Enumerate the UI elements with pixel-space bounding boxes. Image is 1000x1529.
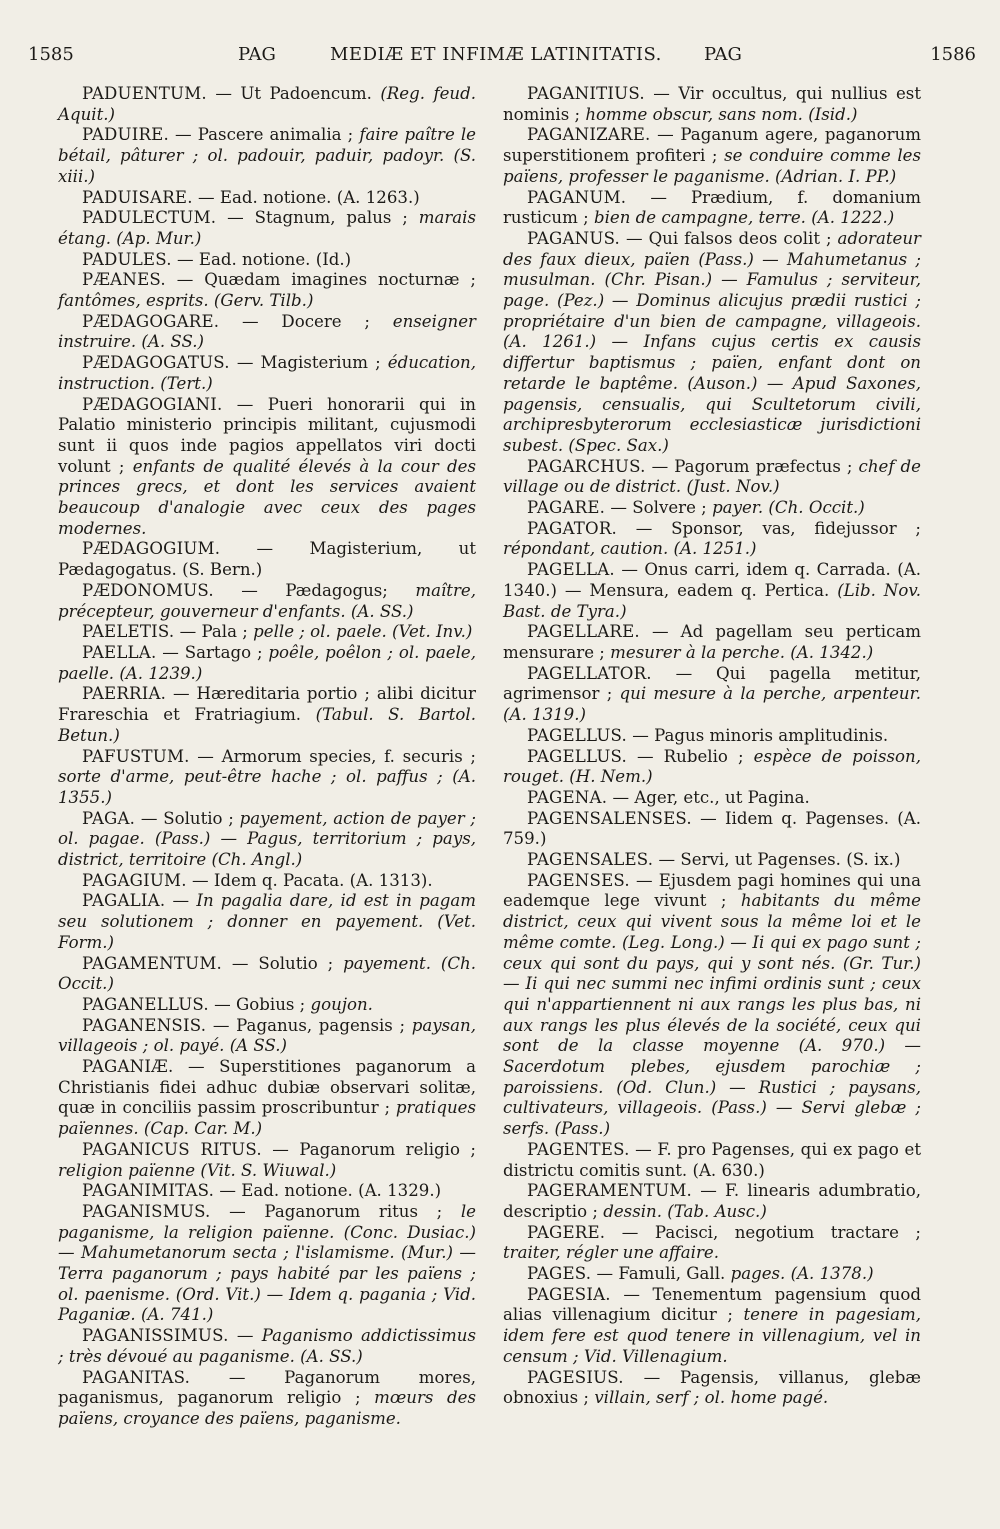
entry-french-gloss: villain, serf ; ol. home pagé. (594, 1388, 829, 1408)
entry-headword: PAGANIÆ. (82, 1057, 174, 1077)
entry-french-gloss: marais étang. (Ap. Mur.) (58, 208, 476, 248)
entry-french-gloss: le paganisme, la religion païenne. (Conc. Dusiac.) — Mahumetanorum secta ; l'islamisme. (Mur.) — Terra paganorum ; pays habité par les païens ; ol. paenisme. (Ord. Vit.) — Idem q. pagania ; Vid. Paganiæ. (A. 741.) (58, 1201, 476, 1325)
entry-definition: — Magisterium, ut Pædagogatus. (S. Bern.) (58, 539, 476, 580)
entry-french-gloss: sorte d'arme, peut-être hache ; ol. paffus ; (A. 1355.) (58, 767, 476, 807)
dictionary-entry (58, 747, 476, 809)
entry-headword: PAGESIA. (527, 1284, 611, 1304)
entry-headword: PAGARCHUS. (527, 456, 646, 476)
running-title: MEDIÆ ET INFIMÆ LATINITATIS. (330, 44, 662, 65)
entry-definition: — Rubelio ; (626, 746, 754, 766)
entry-definition: — Paganus, pagensis ; (206, 1015, 412, 1035)
entry-french-gloss: mœurs des païens, croyance des païens, paganisme. (58, 1388, 476, 1428)
entry-headword: PAELETIS. (82, 622, 175, 642)
entry-definition: — Vir occultus, qui nullius est nominis ; (503, 84, 921, 124)
dictionary-entry (503, 188, 921, 229)
entry-definition: — Idem q. Pacata. (A. 1313). (186, 870, 433, 890)
entry-definition: — Ejusdem pagi homines qui una eademque lege vivunt ; (503, 870, 921, 911)
entry-french-gloss: mesurer à la perche. (A. 1342.) (610, 642, 874, 662)
entry-headword: PÆANES. (82, 270, 166, 290)
entry-headword: PAGELLUS. (527, 746, 627, 766)
dictionary-entry (58, 809, 476, 871)
entry-definition: — Tenementum pagensium quod alias villenagium dicitur ; (503, 1284, 921, 1325)
entry-french-gloss: traiter, régler une affaire. (503, 1243, 720, 1263)
entry-french-gloss: goujon. (310, 994, 373, 1014)
entry-headword: PADUENTUM. (82, 84, 207, 103)
entry-headword: PAELLA. (82, 642, 157, 662)
entry-headword: PÆDAGOGIANI. (82, 394, 223, 414)
right-column (503, 84, 921, 1409)
entry-definition: — Superstitiones paganorum a Christianis fidei adhuc dubiæ observari solitæ, quæ in conciliis passim proscribuntur ; (58, 1057, 476, 1118)
entry-headword: PAGANISMUS. (82, 1201, 211, 1221)
entry-french-gloss: répondant, caution. (A. 1251.) (503, 539, 757, 559)
entry-headword: PAGERAMENTUM. (527, 1181, 693, 1201)
entry-french-gloss: (Tabul. S. Bartol. Betun.) (58, 705, 476, 745)
dictionary-entry (58, 1057, 476, 1140)
entry-definition: — Solvere ; (605, 498, 713, 518)
entry-definition: — Magisterium ; (229, 353, 388, 373)
dictionary-entry (58, 643, 476, 684)
entry-headword: PAGANENSIS. (82, 1015, 207, 1035)
dictionary-entry (503, 1264, 921, 1285)
entry-french-gloss: In pagalia dare, id est in pagam seu solutionem ; donner en payement. (Vet. Form.) (58, 891, 476, 952)
entry-definition: — Pagorum præfectus ; (645, 456, 859, 476)
entry-headword: PAGAGIUM. (82, 870, 187, 890)
entry-headword: PAGENSALES. (527, 850, 654, 870)
entry-headword: PAERRIA. (82, 684, 167, 704)
entry-headword: PAGELLATOR. (527, 663, 652, 683)
entry-definition: — Paganum agere, paganorum superstitionem profiteri ; (503, 125, 921, 166)
dictionary-entry (503, 726, 921, 747)
dictionary-entry (503, 1368, 921, 1409)
running-word-left: PAG (238, 44, 276, 65)
entry-french-gloss: adorateur des faux dieux, païen (Pass.) — Mahumetanus ; musulman. (Chr. Pisan.) — Famulus ; serviteur, page. (Pez.) — Dominus alicujus prædii rustici ; propriétaire d'un bien de campagne, villageois. (A. 1261.) — Infans cujus certis ex causis differtur baptismus ; païen, enfant dont on retarde le baptême. (Auson.) — Apud Saxones, pagensis, censualis, qui Scultetorum civili, archipresbyterorum ecclesiasticæ jurisdictioni subest. (Spec. Sax.) (503, 228, 921, 455)
entry-headword: PAGANIZARE. (527, 125, 651, 145)
entry-definition: — Sartago ; (156, 642, 269, 662)
entry-definition: — Sponsor, vas, fidejussor ; (617, 518, 921, 538)
running-header (28, 44, 976, 74)
entry-french-gloss: pelle ; ol. paele. (Vet. Inv.) (253, 622, 473, 642)
entry-french-gloss: pages. (A. 1378.) (730, 1264, 874, 1284)
entry-french-gloss: pratiques païennes. (Cap. Car. M.) (58, 1098, 476, 1139)
entry-french-gloss: religion païenne (Vit. S. Wiuwal.) (58, 1160, 337, 1180)
dictionary-entry (503, 457, 921, 498)
dictionary-entry (503, 1223, 921, 1264)
dictionary-entry (58, 1181, 476, 1202)
entry-definition: — Pueri honorarii qui in Palatio ministerio principis militant, cujusmodi sunt ii quos inde pagios appellatos viri docti volunt ; (58, 394, 476, 476)
entry-headword: PAGANUS. (527, 228, 621, 248)
dictionary-entry (58, 539, 476, 580)
entry-french-gloss: paysan, villageois ; ol. payé. (A SS.) (58, 1015, 476, 1056)
dictionary-entry (58, 250, 476, 271)
entry-definition: — Docere ; (219, 311, 393, 331)
dictionary-entry (58, 954, 476, 995)
entry-definition: — Paganorum mores, paganismus, paganorum religio ; (58, 1367, 476, 1408)
dictionary-entry (58, 1326, 476, 1367)
entry-headword: PAGANELLUS. (82, 994, 209, 1014)
entry-definition: — Quædam imagines nocturnæ ; (165, 270, 476, 290)
entry-headword: PAGENTES. (527, 1139, 630, 1159)
entry-definition: — Pascere animalia ; (168, 125, 360, 145)
entry-definition: — Pagus minoris amplitudinis. (626, 725, 889, 745)
entry-definition: — Ut Padoencum. (206, 84, 381, 103)
entry-definition: — Solutio ; (135, 808, 240, 828)
entry-definition: — Qui falsos deos colit ; (620, 228, 838, 248)
dictionary-entry (503, 560, 921, 622)
entry-definition: — Prædium, f. domanium rusticum ; (503, 187, 921, 228)
entry-headword: PAGANICUS RITUS. (82, 1139, 262, 1159)
left-column (58, 84, 476, 1430)
entry-headword: PÆDONOMUS. (82, 580, 214, 600)
dictionary-entry (503, 622, 921, 663)
entry-headword: PADUIRE. (82, 125, 169, 145)
dictionary-entry (58, 125, 476, 187)
entry-french-gloss: se conduire comme les païens, professer le paganisme. (Adrian. I. PP.) (503, 146, 921, 186)
entry-headword: PADUISARE. (82, 187, 193, 207)
entry-definition: — Pagensis, villanus, glebæ obnoxius ; (503, 1367, 921, 1408)
dictionary-entry (58, 353, 476, 394)
dictionary-entry (58, 995, 476, 1016)
page-number-right: 1586 (930, 44, 976, 65)
entry-headword: PAGANIMITAS. (82, 1181, 215, 1201)
entry-headword: PAGANISSIMUS. (82, 1326, 229, 1346)
entry-french-gloss: faire paître le bétail, pâturer ; ol. padouir, paduir, padoyr. (S. xiii.) (58, 125, 477, 186)
entry-french-gloss: (Lib. Nov. Bast. de Tyra.) (503, 580, 921, 621)
entry-definition: — Paganorum ritus ; (210, 1201, 461, 1221)
dictionary-entry (58, 395, 476, 540)
entry-headword: PADULECTUM. (82, 208, 217, 228)
entry-french-gloss: éducation, instruction. (Tert.) (58, 353, 476, 393)
entry-definition: — Armorum species, f. securis ; (189, 746, 476, 766)
entry-definition: — Solutio ; (222, 953, 344, 973)
entry-definition: — Ager, etc., ut Pagina. (607, 787, 810, 807)
dictionary-entry (503, 809, 921, 850)
entry-french-gloss: qui mesure à la perche, arpenteur. (A. 1319.) (503, 684, 922, 725)
dictionary-entry (503, 229, 921, 457)
entry-headword: PÆDAGOGIUM. (82, 539, 221, 559)
dictionary-entry (503, 664, 921, 726)
running-word-right: PAG (704, 44, 742, 65)
entry-french-gloss: payement, action de payer ; ol. pagae. (Pass.) — Pagus, territorium ; pays, district, territoire (Ch. Angl.) (58, 808, 476, 870)
entry-definition: — F. pro Pagenses, qui ex pago et districtu comitis sunt. (A. 630.) (503, 1139, 921, 1180)
entry-french-gloss: payer. (Ch. Occit.) (712, 498, 865, 518)
dictionary-entry (58, 1016, 476, 1057)
entry-headword: PÆDAGOGATUS. (82, 353, 230, 373)
entry-headword: PAGANITIUS. (527, 84, 645, 103)
entry-definition: — (165, 891, 197, 911)
entry-definition: — Hæreditaria portio ; alibi dicitur Frareschia et Fratriagium. (58, 684, 476, 725)
entry-definition: — Ead. notione. (Id.) (171, 249, 352, 269)
entry-headword: PAGENA. (527, 787, 608, 807)
entry-headword: PAGANITAS. (82, 1367, 191, 1387)
entry-headword: PAGESIUS. (527, 1367, 624, 1387)
dictionary-entry (503, 788, 921, 809)
dictionary-entry (503, 871, 921, 1140)
entry-headword: PAGENSALENSES. (527, 808, 692, 828)
entry-headword: PAGATOR. (527, 518, 617, 538)
entry-headword: PAGALIA. (82, 891, 166, 911)
entry-definition: — Ead. notione. (A. 1263.) (192, 187, 420, 207)
entry-headword: PAGELLUS. (527, 725, 627, 745)
entry-french-gloss: enfants de qualité élevés à la cour des princes grecs, et dont les services avaient beaucoup d'analogie avec ceux des pages modernes. (58, 456, 476, 538)
dictionary-entry (503, 84, 921, 125)
entry-french-gloss: (Reg. feud. Aquit.) (58, 84, 476, 124)
entry-headword: PAGARE. (527, 498, 606, 518)
entry-headword: PAGELLA. (527, 560, 615, 580)
entry-french-gloss: espèce de poisson, rouget. (H. Nem.) (503, 746, 922, 787)
entry-french-gloss: Paganismo addictissimus ; très dévoué au paganisme. (A. SS.) (58, 1326, 476, 1366)
dictionary-entry (58, 1368, 476, 1430)
entry-headword: PAGENSES. (527, 870, 630, 890)
dictionary-entry (58, 1202, 476, 1326)
entry-headword: PAGAMENTUM. (82, 953, 223, 973)
entry-definition: — Gobius ; (208, 994, 311, 1014)
entry-definition: — Pædagogus; (213, 580, 416, 600)
page-number-left: 1585 (28, 44, 74, 65)
dictionary-entry (503, 1140, 921, 1181)
entry-definition: — F. linearis adumbratio, descriptio ; (503, 1181, 921, 1221)
dictionary-entry (503, 519, 921, 560)
entry-definition: — Famuli, Gall. (591, 1264, 731, 1284)
entry-headword: PAGANUM. (527, 187, 627, 207)
entry-french-gloss: poêle, poêlon ; ol. paele, paelle. (A. 1239.) (58, 642, 476, 683)
entry-french-gloss: homme obscur, sans nom. (Isid.) (585, 104, 858, 124)
dictionary-entry (58, 1140, 476, 1181)
entry-french-gloss: chef de village ou de district. (Just. Nov.) (503, 456, 921, 497)
entry-headword: PÆDAGOGARE. (82, 311, 220, 331)
entry-headword: PAGELLARE. (527, 622, 640, 642)
entry-definition: — Stagnum, palus ; (216, 208, 419, 228)
entry-french-gloss: fantômes, esprits. (Gerv. Tilb.) (58, 291, 314, 311)
dictionary-entry (58, 891, 476, 953)
entry-definition: — Paganorum religio ; (261, 1139, 476, 1159)
entry-headword: PAGES. (527, 1264, 592, 1284)
entry-definition: — Qui pagella metitur, agrimensor ; (503, 663, 921, 704)
entry-definition: — Ead. notione. (A. 1329.) (214, 1181, 442, 1201)
entry-definition: — Ad pagellam seu perticam mensurare ; (503, 622, 921, 662)
dictionary-entry (58, 312, 476, 353)
dictionary-entry (58, 208, 476, 249)
dictionary-entry (503, 747, 921, 788)
entry-definition: — Servi, ut Pagenses. (S. ix.) (653, 850, 901, 870)
dictionary-entry (58, 188, 476, 209)
dictionary-entry (503, 850, 921, 871)
entry-definition: — Pala ; (174, 622, 254, 642)
entry-headword: PAGA. (82, 808, 136, 828)
entry-headword: PADULES. (82, 249, 172, 269)
entry-french-gloss: habitants du même district, ceux qui vivent sous la même loi et le même comte. (Leg. Long.) — Ii qui ex pago sunt ; ceux qui sont du pays, qui y sont nés. (Gr. Tur.) — Ii qui nec summi nec infimi ordinis sunt ; ceux qui n'appartiennent ni aux rangs les plus bas, ni aux rangs les plus élevés de la société, ceux qui sont de la classe moyenne (A. 970.) — Sacerdotum plebes, ejusdem parochiæ ; paroissiens. (Od. Clun.) — Rustici ; paysans, cultivateurs, villageois. (Pass.) — Servi glebæ ; serfs. (Pass.) (503, 891, 921, 1139)
entry-french-gloss: dessin. (Tab. Ausc.) (603, 1201, 767, 1221)
dictionary-entry (58, 684, 476, 746)
dictionary-entry (503, 125, 921, 187)
dictionary-entry (503, 1181, 921, 1222)
dictionary-entry (58, 622, 476, 643)
entry-definition: — Iidem q. Pagenses. (A. 759.) (503, 808, 921, 849)
entry-french-gloss: maître, précepteur, gouverneur d'enfants. (A. SS.) (58, 580, 476, 621)
entry-definition: — Onus carri, idem q. Carrada. (A. 1340.) — Mensura, eadem q. Pertica. (503, 560, 921, 600)
entry-french-gloss: payement. (Ch. Occit.) (58, 953, 476, 994)
dictionary-entry (58, 84, 476, 125)
dictionary-entry (503, 498, 921, 519)
entry-headword: PAFUSTUM. (82, 746, 190, 766)
entry-french-gloss: enseigner instruire. (A. SS.) (58, 311, 476, 352)
entry-french-gloss: tenere in pagesiam, idem fere est quod tenere in villenagium, vel in censum ; Vid. Villenagium. (503, 1305, 921, 1366)
dictionary-entry (58, 270, 476, 311)
entry-headword: PAGERE. (527, 1222, 606, 1242)
dictionary-entry (503, 1285, 921, 1368)
entry-french-gloss: bien de campagne, terre. (A. 1222.) (593, 208, 895, 228)
dictionary-entry (58, 581, 476, 622)
entry-definition: — Pacisci, negotium tractare ; (605, 1222, 921, 1242)
entry-definition: — (228, 1326, 262, 1346)
dictionary-entry (58, 871, 476, 892)
